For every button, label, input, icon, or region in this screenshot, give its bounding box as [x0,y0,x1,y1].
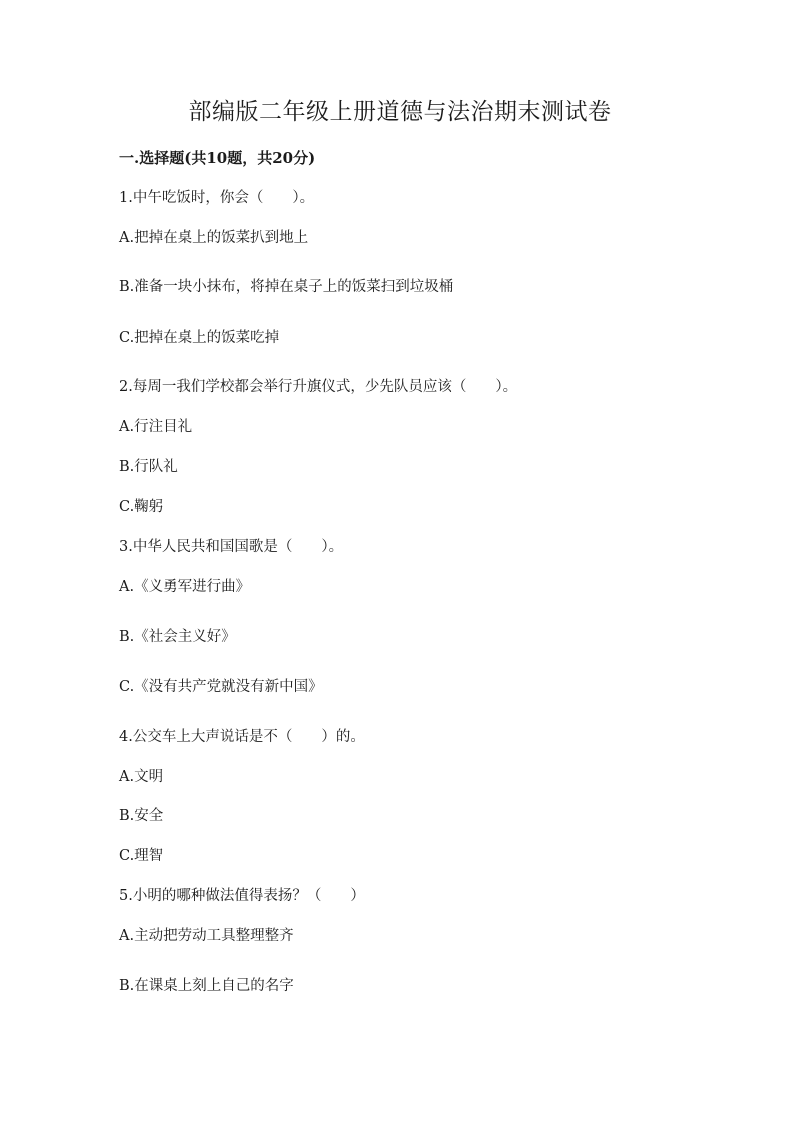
question-4-stem: 4.公交车上大声说话是不（ ）的。 [119,729,365,745]
question-3-option-b: B.《社会主义好》 [119,629,236,645]
question-3-option-a: A.《义勇军进行曲》 [119,579,251,595]
question-1-option-b: B.准备一块小抹布，将掉在桌子上的饭菜扫到垃圾桶 [119,279,454,295]
question-5-option-b: B.在课桌上刻上自己的名字 [119,978,294,994]
question-5-stem: 5.小明的哪种做法值得表扬？（ ） [119,888,365,904]
question-3-option-c: C.《没有共产党就没有新中国》 [119,679,323,695]
question-4-option-a: A.文明 [119,769,164,785]
question-2-option-a: A.行注目礼 [119,419,193,435]
question-4-option-c: C.理智 [119,848,164,864]
question-1-stem: 1.中午吃饭时，你会（ ）。 [119,190,315,206]
section-heading: 一.选择题(共10题，共20分) [119,149,316,167]
question-1-option-a: A.把掉在桌上的饭菜扒到地上 [119,230,309,246]
question-5-option-a: A.主动把劳动工具整理整齐 [119,928,294,944]
question-2-stem: 2.每周一我们学校都会举行升旗仪式，少先队员应该（ ）。 [119,379,518,395]
question-2-option-b: B.行队礼 [119,459,178,475]
question-3-stem: 3.中华人民共和国国歌是（ ）。 [119,539,344,555]
question-2-option-c: C.鞠躬 [119,499,164,515]
page-title: 部编版二年级上册道德与法治期末测试卷 [188,99,612,125]
question-4-option-b: B.安全 [119,808,164,824]
question-1-option-c: C.把掉在桌上的饭菜吃掉 [119,330,280,346]
